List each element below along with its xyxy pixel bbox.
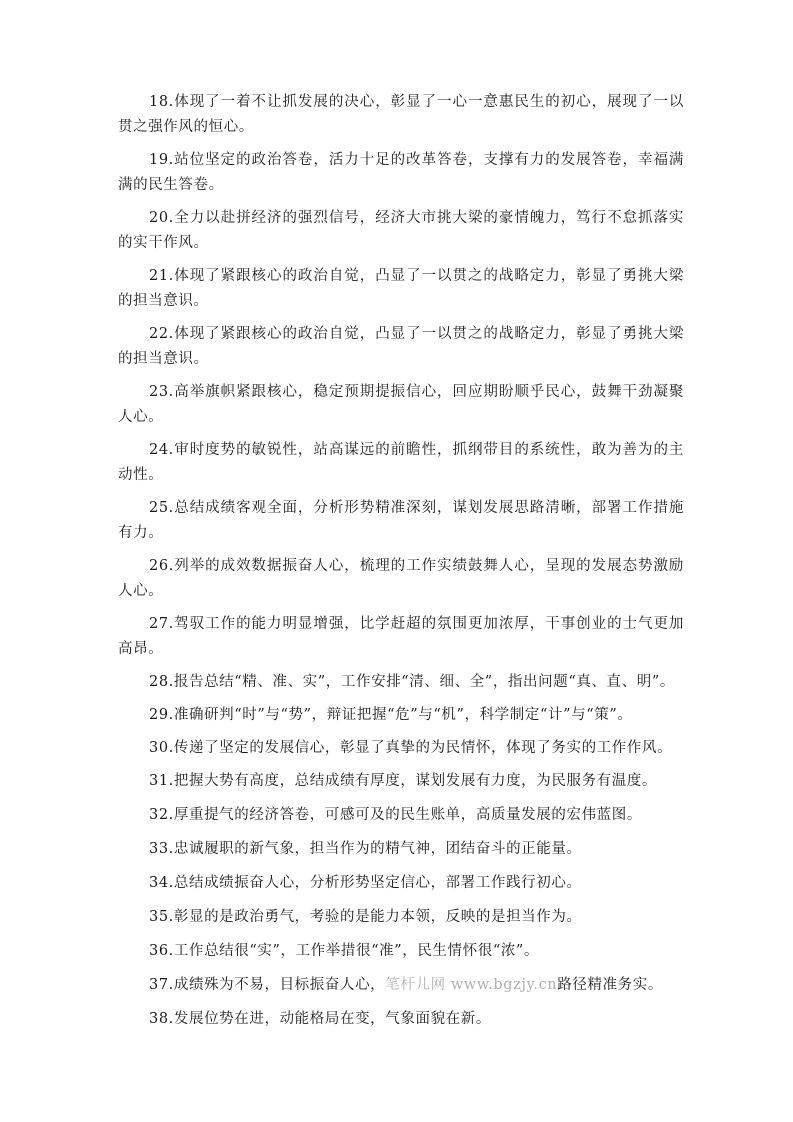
item-text: 审时度势的敏锐性，站高谋远的前瞻性，抓纲带目的系统性，敢为善为的主动性。	[118, 442, 684, 483]
item-text: 报告总结“精、准、实”，工作安排“清、细、全”，指出问题“真、直、明”。	[173, 674, 675, 690]
list-item	[118, 148, 684, 198]
item-text: 忠诚履职的新气象，担当作为的精气神，团结奋斗的正能量。	[173, 841, 582, 857]
item-number: 38.	[149, 1011, 174, 1027]
item-text: 传递了坚定的发展信心，彰显了真挚的为民情怀，体现了务实的工作作风。	[173, 740, 673, 756]
item-number: 26.	[149, 558, 174, 574]
item-text: 全力以赴拼经济的强烈信号，经济大市挑大梁的豪情魄力，笃行不怠抓落实的实干作风。	[118, 210, 684, 251]
list-item	[118, 554, 684, 604]
item-text: 总结成绩振奋人心，分析形势坚定信心，部署工作践行初心。	[173, 875, 582, 891]
list-item	[118, 612, 684, 662]
document-body	[118, 90, 684, 1041]
list-item	[118, 1007, 684, 1032]
item-text: 站位坚定的政治答卷，活力十足的改革答卷，支撑有力的发展答卷，幸福满满的民生答卷。	[118, 152, 684, 193]
item-text: 高举旗帜紧跟核心，稳定预期提振信心，回应期盼顺乎民心，鼓舞干劲凝聚人心。	[118, 384, 684, 425]
list-item	[118, 438, 684, 488]
item-text: 驾驭工作的能力明显增强，比学赶超的氛围更加浓厚，干事创业的士气更加高昂。	[118, 616, 684, 657]
item-text: 彰显的是政治勇气，考验的是能力本领，反映的是担当作为。	[173, 909, 582, 925]
item-number: 27.	[149, 616, 174, 632]
list-item	[118, 206, 684, 256]
item-text: 体现了紧跟核心的政治自觉，凸显了一以贯之的战略定力，彰显了勇挑大梁的担当意识。	[118, 268, 684, 309]
item-number: 28.	[149, 674, 174, 690]
item-number: 25.	[149, 500, 174, 516]
item-text: 把握大势有高度，总结成绩有厚度，谋划发展有力度，为民服务有温度。	[173, 773, 658, 789]
watermark-text: 笔杆儿网 www.bgzjy.cn	[385, 977, 558, 993]
list-item	[118, 322, 684, 372]
item-number: 32.	[149, 807, 174, 823]
item-number: 36.	[149, 943, 174, 959]
item-number: 22.	[149, 326, 174, 342]
list-item	[118, 380, 684, 430]
item-number: 37.	[149, 977, 174, 993]
item-number: 23.	[149, 384, 174, 400]
item-number: 30.	[149, 740, 174, 756]
list-item	[118, 973, 684, 998]
item-text: 工作总结很“实”，工作举措很“准”，民生情怀很“浓”。	[173, 943, 540, 959]
item-text: 准确研判“时”与“势”，辩证把握“危”与“机”，科学制定“计”与“策”。	[173, 707, 633, 723]
item-number: 19.	[149, 152, 174, 168]
list-item	[118, 769, 684, 794]
list-item	[118, 496, 684, 546]
item-number: 35.	[149, 909, 174, 925]
item-text: 体现了紧跟核心的政治自觉，凸显了一以贯之的战略定力，彰显了勇挑大梁的担当意识。	[118, 326, 684, 367]
item-text-after: 路径精准务实。	[557, 977, 663, 993]
list-item	[118, 837, 684, 862]
item-number: 20.	[149, 210, 174, 226]
list-item	[118, 939, 684, 964]
item-number: 31.	[149, 773, 174, 789]
item-text: 厚重提气的经济答卷，可感可及的民生账单，高质量发展的宏伟蓝图。	[173, 807, 642, 823]
list-item	[118, 670, 684, 695]
item-number: 34.	[149, 875, 174, 891]
item-number: 18.	[149, 94, 174, 110]
list-item	[118, 803, 684, 828]
item-text: 总结成绩客观全面，分析形势精准深刻，谋划发展思路清晰，部署工作措施有力。	[118, 500, 684, 541]
list-item	[118, 90, 684, 140]
list-item	[118, 703, 684, 728]
item-number: 29.	[149, 707, 174, 723]
item-text: 成绩殊为不易，目标振奋人心，	[173, 977, 386, 993]
item-text: 体现了一着不让抓发展的决心，彰显了一心一意惠民生的初心，展现了一以贯之强作风的恒心。	[118, 94, 684, 135]
list-item	[118, 871, 684, 896]
item-text: 列举的成效数据振奋人心，梳理的工作实绩鼓舞人心，呈现的发展态势激励人心。	[118, 558, 684, 599]
list-item	[118, 736, 684, 761]
item-number: 24.	[149, 442, 174, 458]
item-number: 33.	[149, 841, 174, 857]
item-text: 发展位势在进，动能格局在变，气象面貌在新。	[173, 1011, 491, 1027]
list-item	[118, 264, 684, 314]
item-number: 21.	[149, 268, 174, 284]
list-item	[118, 905, 684, 930]
